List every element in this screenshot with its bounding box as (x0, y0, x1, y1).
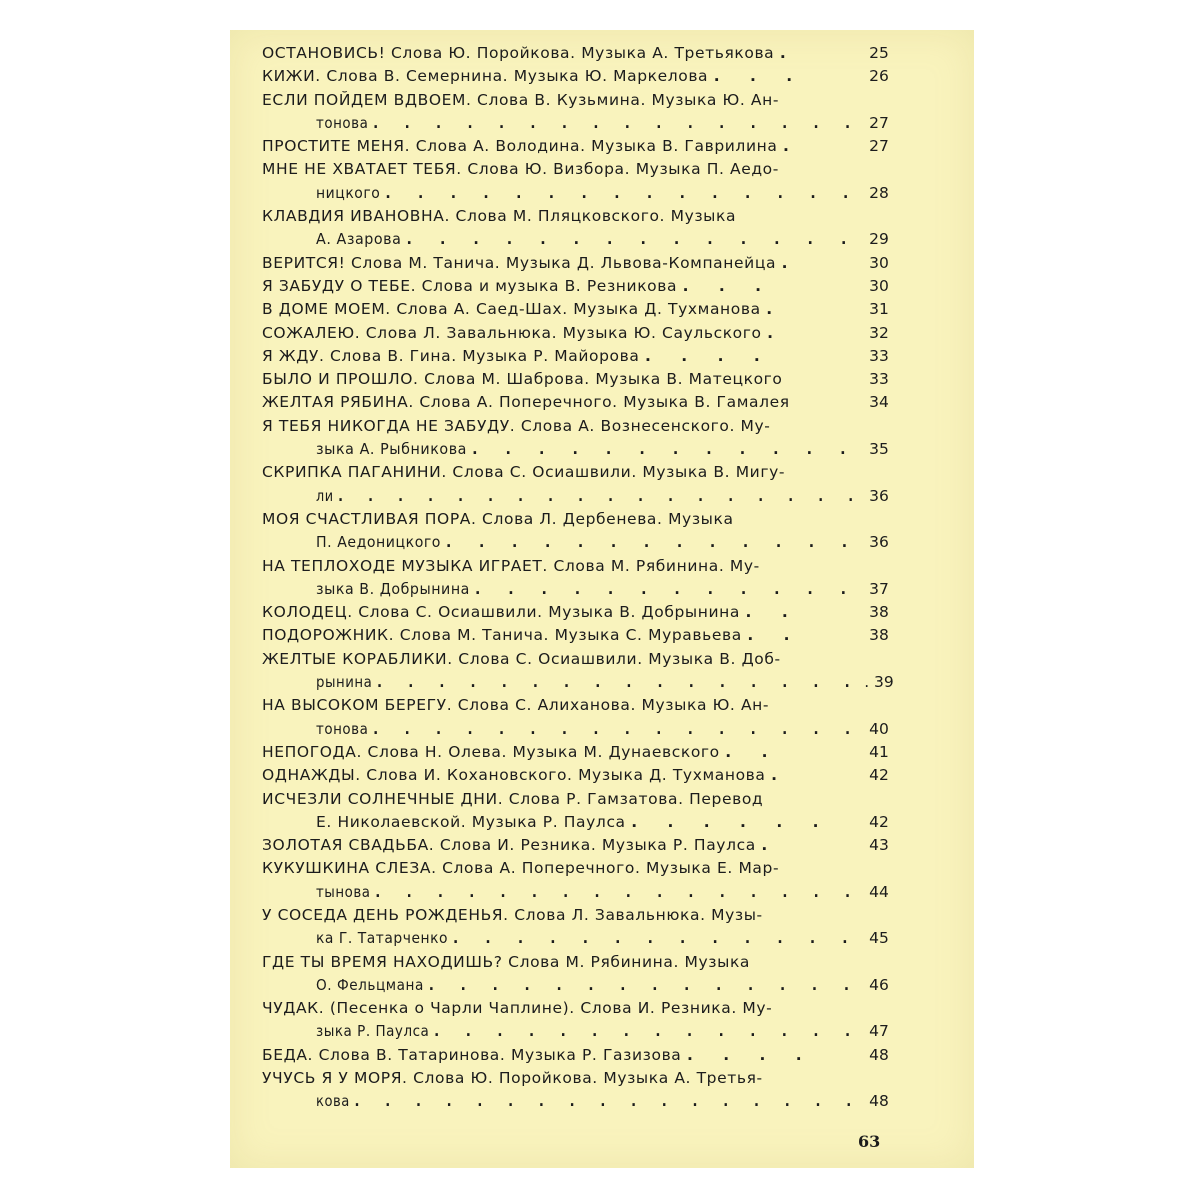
toc-entry-text: У СОСЕДА ДЕНЬ РОЖДЕНЬЯ. Слова Л. Завальнюка. Музы- (262, 905, 763, 924)
toc-entry-text: ИСЧЕЗЛИ СОЛНЕЧНЫЕ ДНИ. Слова Р. Гамзатова. Перевод (262, 789, 764, 808)
toc-leader-dots: . . . . . . . . . . . . . . (428, 975, 861, 994)
book-page (230, 30, 974, 1168)
toc-page-number: 31 (869, 300, 889, 319)
toc-leader-dots: . . . . . . . . . . . . . . . . . (354, 1092, 862, 1111)
toc-page-number: 27 (869, 113, 889, 132)
toc-leader-dots: . (779, 44, 799, 62)
toc-entry-text: НА ТЕПЛОХОДЕ МУЗЫКА ИГРАЕТ. Слова М. Рябинина. Му- (262, 556, 760, 575)
toc-line (262, 834, 922, 857)
toc-line (262, 904, 922, 927)
toc-entry-text: КУКУШКИНА СЛЕЗА. Слова А. Поперечного. Музыка Е. Мар- (262, 859, 780, 878)
toc-page-number: 33 (869, 370, 889, 389)
toc-leader-dots: . (771, 766, 790, 785)
toc-line-continuation (262, 881, 922, 904)
toc-page-number: 35 (869, 440, 889, 459)
toc-entry-text: МОЯ СЧАСТЛИВАЯ ПОРА. Слова Л. Дербенева. Музыка (262, 509, 734, 528)
toc-line (262, 555, 922, 578)
toc-page-number: 46 (869, 975, 889, 994)
toc-line (262, 89, 922, 112)
toc-page-number: 29 (869, 230, 889, 249)
toc-entry-text: ЖЕЛТАЯ РЯБИНА. Слова А. Поперечного. Музыка В. Гамалея (262, 393, 790, 412)
toc-line-continuation (262, 1090, 922, 1113)
toc-leader-dots: . . . . . . . . . . . . (474, 579, 858, 598)
toc-page-number: 27 (869, 137, 889, 156)
toc-line (262, 298, 922, 321)
toc-leader-dots: . . . . . . . . . . . . . (452, 929, 859, 948)
toc-line (262, 135, 922, 158)
toc-line-continuation (262, 182, 922, 205)
toc-line (262, 461, 922, 484)
toc-page-number: 26 (869, 67, 889, 86)
toc-entry-text: МНЕ НЕ ХВАТАЕТ ТЕБЯ. Слова Ю. Визбора. Музыка П. Аедо- (262, 160, 779, 179)
toc-line (262, 42, 922, 65)
toc-line-continuation (262, 438, 922, 461)
toc-entry-text: Я ЖДУ. Слова В. Гина. Музыка Р. Майорова (262, 346, 640, 365)
toc-entry-text: ОСТАНОВИСЬ! Слова Ю. Поройкова. Музыка А. Третьякова (262, 44, 775, 62)
toc-entry-text: ЗОЛОТАЯ СВАДЬБА. Слова И. Резника. Музыка Р. Паулса (262, 836, 756, 855)
toc-leader-dots: . . . . . . . . . . . . . . (406, 230, 858, 249)
toc-entry-text: ницкого (316, 183, 381, 202)
toc-line (262, 741, 922, 764)
toc-line-continuation (262, 718, 922, 741)
toc-page-number: 38 (869, 626, 889, 645)
toc-leader-dots: . . (745, 603, 801, 622)
toc-page-number: 44 (869, 882, 889, 901)
toc-line (262, 252, 922, 275)
toc-entry-text: НЕПОГОДА. Слова Н. Олева. Музыка М. Дунаевского (262, 742, 720, 761)
toc-line (262, 368, 922, 391)
toc-page-number: 40 (869, 719, 889, 738)
toc-leader-dots: . . (747, 626, 803, 645)
toc-entry-text: ка Г. Татарченко (316, 929, 449, 948)
toc-page-number: 48 (869, 1092, 889, 1111)
toc-line (262, 391, 922, 414)
toc-entry-text: КОЛОДЕЦ. Слова С. Осиашвили. Музыка В. Добрынина (262, 603, 740, 622)
toc-line (262, 648, 922, 671)
toc-entry-text: ЕСЛИ ПОЙДЕМ ВДВОЕМ. Слова В. Кузьмина. Музыка Ю. Ан- (262, 90, 780, 109)
toc-line (262, 951, 922, 974)
toc-entry-text: тонова (316, 113, 369, 132)
toc-leader-dots: . . . (713, 67, 805, 86)
toc-line (262, 158, 922, 181)
toc-page-number: 45 (869, 929, 889, 948)
toc-entry-text: ОДНАЖДЫ. Слова И. Кохановского. Музыка Д. Тухманова (262, 766, 766, 785)
toc-entry-text: П. Аедоницкого (316, 533, 441, 552)
toc-leader-dots: . . . . . . . . . . . . . . . . (373, 113, 861, 132)
toc-leader-dots: . (782, 137, 802, 156)
toc-leader-dots: . . . . . . . . . . . . . (446, 533, 859, 552)
toc-leader-dots: . . . . . . . . . . . . . . . . (373, 719, 861, 738)
toc-page-number: 43 (869, 836, 889, 855)
toc-line-continuation (262, 927, 922, 950)
toc-entry-text: ли (316, 486, 334, 505)
toc-entry-text: КЛАВДИЯ ИВАНОВНА. Слова М. Пляцковского. Музыка (262, 207, 737, 226)
toc-line-continuation (262, 531, 922, 554)
toc-page-number: 41 (869, 742, 889, 761)
toc-leader-dots: . (761, 836, 780, 855)
toc-entry-text: тонова (316, 719, 369, 738)
toc-leader-dots: . . . . . . . . . . . . . . (434, 1022, 862, 1041)
toc-line (262, 205, 922, 228)
toc-leader-dots: . . . . . . (631, 812, 832, 831)
toc-page-number: 34 (869, 393, 889, 412)
toc-leader-dots: . (781, 253, 800, 272)
toc-page-number: 36 (869, 486, 889, 505)
toc-page-number: 30 (869, 253, 889, 272)
page-number: 63 (858, 1132, 881, 1151)
toc-entry-text: зыка Р. Паулса (316, 1022, 430, 1041)
toc-line (262, 322, 922, 345)
toc-entry-text: ПРОСТИТЕ МЕНЯ. Слова А. Володина. Музыка В. Гаврилина (262, 137, 778, 156)
toc-page-number: 48 (869, 1045, 889, 1064)
toc-entry-text: СОЖАЛЕЮ. Слова Л. Завальнюка. Музыка Ю. Саульского (262, 323, 762, 342)
toc-entry-text: зыка В. Добрынина (316, 579, 470, 598)
toc-line-continuation (262, 485, 922, 508)
toc-entry-text: А. Азарова (316, 230, 402, 249)
toc-leader-dots: . . . . . . . . . . . . . . . (385, 183, 860, 202)
toc-line (262, 857, 922, 880)
toc-entry-text: В ДОМЕ МОЕМ. Слова А. Саед-Шах. Музыка Д. Тухманова (262, 300, 761, 319)
toc-leader-dots: . . . . (686, 1045, 815, 1064)
toc-page-number: 37 (869, 579, 889, 598)
toc-line-continuation (262, 671, 922, 694)
toc-entry-text: БЕДА. Слова В. Татаринова. Музыка Р. Газизова (262, 1045, 682, 1064)
toc-entry-text: Е. Николаевской. Музыка Р. Паулса (316, 812, 626, 831)
toc-line-continuation (262, 112, 922, 135)
toc-leader-dots: . . (725, 742, 780, 761)
toc-line (262, 788, 922, 811)
toc-entry-text: ЖЕЛТЫЕ КОРАБЛИКИ. Слова С. Осиашвили. Музыка В. Доб- (262, 649, 781, 668)
toc-line (262, 694, 922, 717)
toc-line-continuation (262, 228, 922, 251)
toc-line (262, 601, 922, 624)
toc-entry-text: Я ЗАБУДУ О ТЕБЕ. Слова и музыка В. Резникова (262, 276, 678, 295)
toc-entry-text: зыка А. Рыбникова (316, 440, 467, 459)
toc-line-continuation (262, 974, 922, 997)
toc-line-continuation (262, 1020, 922, 1043)
toc-line (262, 275, 922, 298)
toc-line-continuation (262, 811, 922, 834)
toc-entry-text: ЧУДАК. (Песенка о Чарли Чаплине). Слова И. Резника. Му- (262, 999, 773, 1018)
toc-line-continuation (262, 578, 922, 601)
toc-leader-dots: . . . . . . . . . . . . . . . . (375, 882, 861, 901)
toc-line (262, 65, 922, 88)
toc-page-number: 32 (869, 323, 889, 342)
toc-entry-text: Я ТЕБЯ НИКОГДА НЕ ЗАБУДУ. Слова А. Вознесенского. Му- (262, 416, 771, 435)
toc-leader-dots: . . . . . . . . . . . . . . . . . . (338, 486, 864, 505)
toc-page-number: 25 (869, 44, 889, 62)
table-of-contents (262, 42, 922, 1114)
toc-leader-dots: . (766, 300, 785, 319)
toc-leader-dots: . (767, 323, 786, 342)
toc-leader-dots: . . . (682, 276, 774, 295)
toc-entry-text: О. Фельцмана (316, 975, 424, 994)
toc-line (262, 1067, 922, 1090)
toc-page-number: 42 (869, 812, 889, 831)
toc-entry-text: ВЕРИТСЯ! Слова М. Танича. Музыка Д. Львова-Компанейца (262, 253, 777, 272)
toc-entry-text: тынова (316, 882, 371, 901)
toc-entry-text: БЫЛО И ПРОШЛО. Слова М. Шаброва. Музыка В. Матецкого (262, 370, 783, 389)
toc-line (262, 415, 922, 438)
toc-line (262, 345, 922, 368)
toc-line (262, 508, 922, 531)
toc-entry-text: ПОДОРОЖНИК. Слова М. Танича. Музыка С. Муравьева (262, 626, 742, 645)
toc-entry-text: КИЖИ. Слова В. Семернина. Музыка Ю. Маркелова (262, 67, 709, 86)
toc-page-number: 47 (869, 1022, 889, 1041)
toc-entry-text: СКРИПКА ПАГАНИНИ. Слова С. Осиашвили. Музыка В. Мигу- (262, 463, 786, 482)
toc-line (262, 624, 922, 647)
toc-entry-text: кова (316, 1092, 350, 1111)
toc-page-number: 30 (869, 276, 889, 295)
toc-entry-text: рынина (316, 673, 373, 692)
toc-page-number: 28 (869, 183, 889, 202)
toc-leader-dots: . . . . . . . . . . . . . . . . (377, 673, 861, 692)
toc-leader-dots: . . . . . . . . . . . . (472, 440, 858, 459)
toc-page-number: 42 (869, 766, 889, 785)
toc-leader-dots: . . . . (645, 346, 773, 365)
toc-page-number: . 39 (864, 673, 894, 692)
toc-line (262, 997, 922, 1020)
toc-entry-text: НА ВЫСОКОМ БЕРЕГУ. Слова С. Алиханова. Музыка Ю. Ан- (262, 696, 770, 715)
toc-line (262, 764, 922, 787)
toc-page-number: 36 (869, 533, 889, 552)
toc-page-number: 38 (869, 603, 889, 622)
toc-entry-text: УЧУСЬ Я У МОРЯ. Слова Ю. Поройкова. Музыка А. Третья- (262, 1069, 763, 1088)
toc-entry-text: ГДЕ ТЫ ВРЕМЯ НАХОДИШЬ? Слова М. Рябинина. Музыка (262, 952, 751, 971)
toc-page-number: 33 (869, 346, 889, 365)
toc-line (262, 1044, 922, 1067)
